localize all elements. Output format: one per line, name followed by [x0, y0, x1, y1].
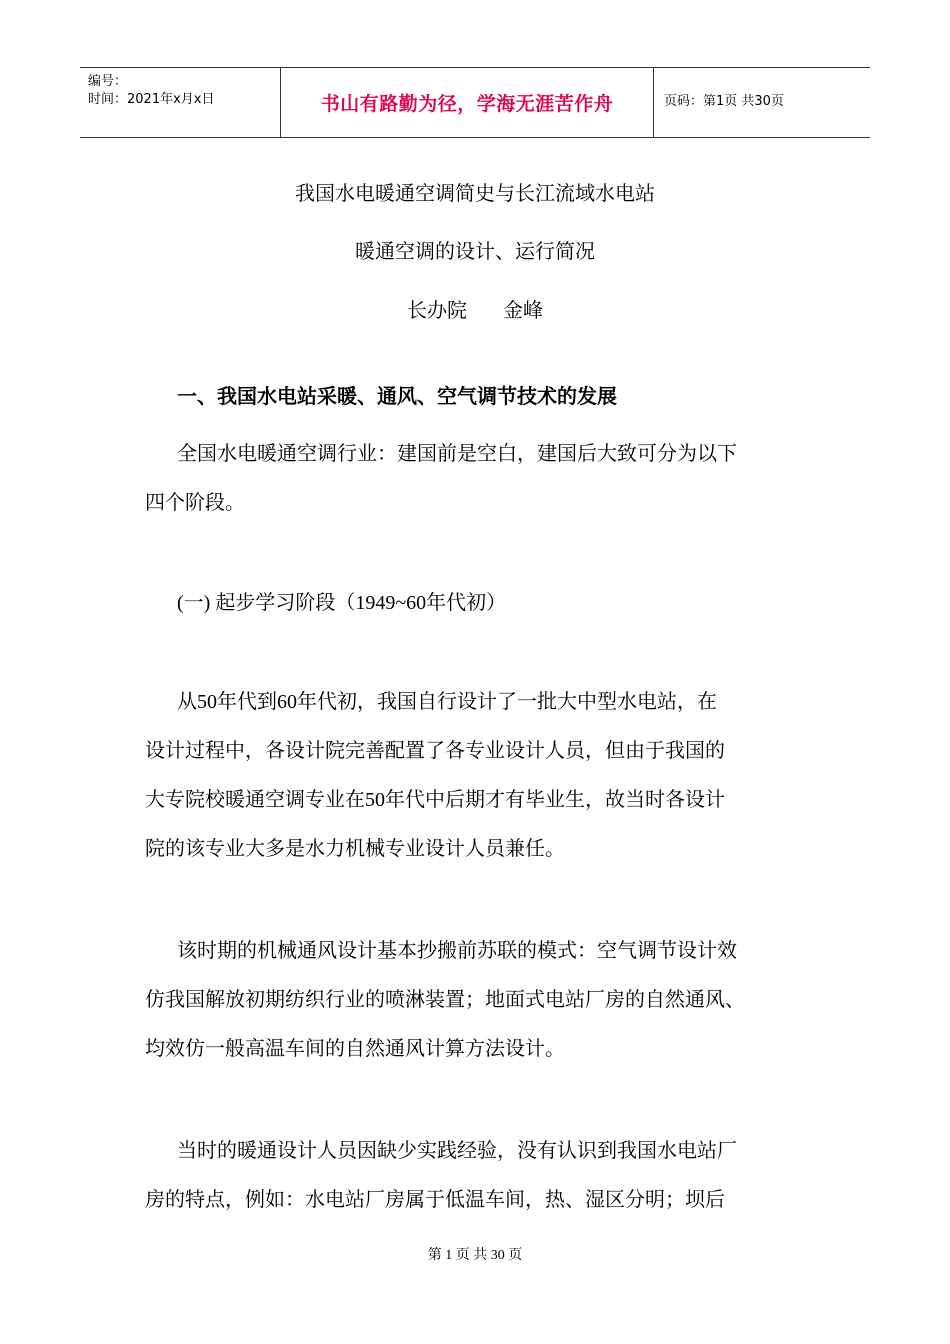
document-date: 时间：2021年x月x日 [88, 92, 215, 107]
header-motto: 书山有路勤为径，学海无涯苦作舟 [320, 93, 614, 115]
section-heading: 一、我国水电站采暖、通风、空气调节技术的发展 [177, 384, 617, 408]
body-paragraph-2 [145, 927, 745, 1074]
intro-paragraph [145, 430, 737, 528]
document-title-line1: 我国水电暖通空调简史与长江流域水电站 [295, 181, 655, 205]
body-paragraph-3 [145, 1127, 737, 1225]
body-paragraph-1 [145, 678, 725, 874]
header-page-info: 页码：第1页 共30页 [664, 94, 784, 109]
document-title-line2: 暖通空调的设计、运行简况 [355, 239, 595, 263]
header-page-cell [654, 68, 870, 137]
document-number-label: 编号： [88, 74, 128, 89]
author-organization: 长办院 [407, 298, 467, 322]
header-meta-cell [80, 68, 281, 137]
paragraph-line: 房的特点，例如：水电站厂房属于低温车间，热、湿区分明；坝后 [145, 1189, 725, 1211]
header-motto-cell [281, 68, 654, 137]
paragraph-line: 仿我国解放初期纺织行业的喷淋装置；地面式电站厂房的自然通风、 [145, 989, 745, 1011]
stage-heading: (一) 起步学习阶段（1949~60年代初） [177, 592, 507, 614]
paragraph-line: 院的该专业大多是水力机械专业设计人员兼任。 [145, 838, 565, 860]
paragraph-line: 全国水电暖通空调行业：建国前是空白，建国后大致可分为以下 [177, 443, 737, 465]
author-name: 金峰 [503, 298, 543, 322]
paragraph-line: 该时期的机械通风设计基本抄搬前苏联的模式：空气调节设计效 [177, 940, 737, 962]
paragraph-line: 大专院校暖通空调专业在50年代中后期才有毕业生，故当时各设计 [145, 789, 725, 811]
paragraph-line: 当时的暖通设计人员因缺少实践经验，没有认识到我国水电站厂 [177, 1140, 737, 1162]
page-footer: 第 1 页 共 30 页 [427, 1248, 523, 1263]
paragraph-line: 从50年代到60年代初，我国自行设计了一批大中型水电站，在 [177, 691, 717, 713]
document-byline [0, 297, 950, 323]
paragraph-line: 四个阶段。 [145, 492, 245, 514]
paragraph-line: 均效仿一般高温车间的自然通风计算方法设计。 [145, 1038, 565, 1060]
paragraph-line: 设计过程中，各设计院完善配置了各专业设计人员，但由于我国的 [145, 740, 725, 762]
document-header [80, 67, 870, 138]
